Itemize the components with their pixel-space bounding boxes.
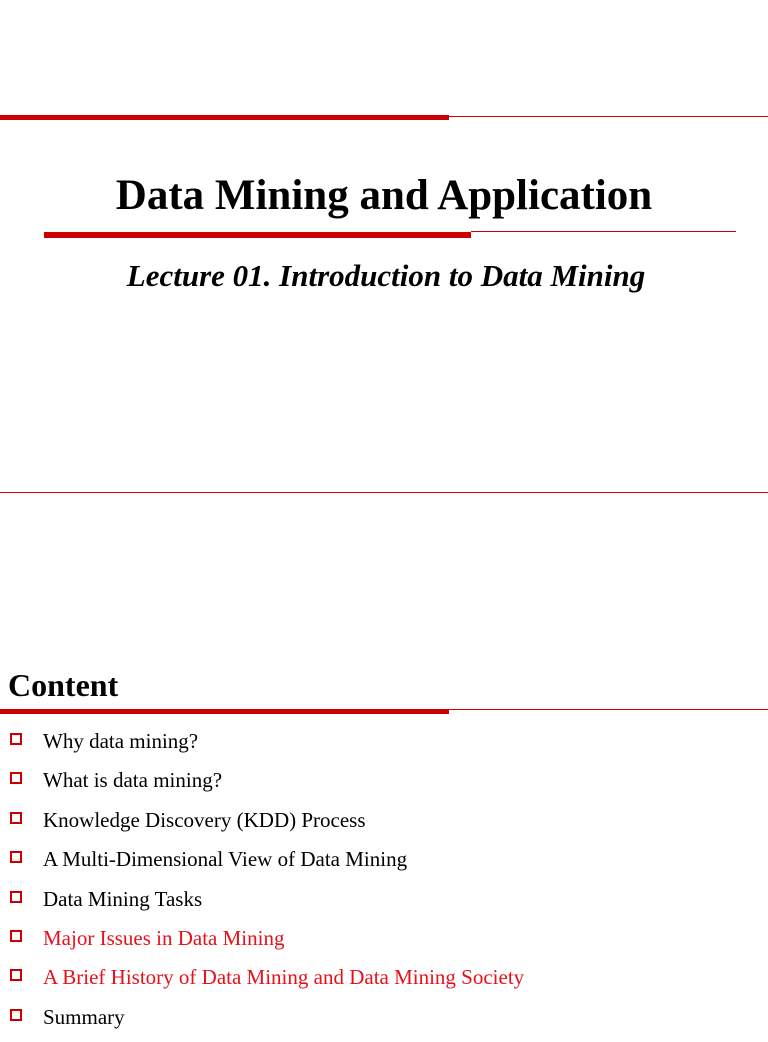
title-underline-thick bbox=[44, 232, 471, 238]
hollow-square-bullet-icon bbox=[10, 812, 22, 824]
list-item-label: Why data mining? bbox=[43, 729, 199, 753]
content-slide bbox=[0, 493, 768, 1029]
top-accent-rule-thick bbox=[0, 115, 449, 120]
list-item-label: A Brief History of Data Mining and Data Mining Society bbox=[43, 965, 525, 990]
title-slide bbox=[0, 0, 768, 493]
list-item-label: Knowledge Discovery (KDD) Process bbox=[43, 807, 366, 832]
heading-rule-thin bbox=[449, 709, 768, 710]
list-item-label: A Multi-Dimensional View of Data Mining bbox=[43, 847, 408, 872]
list-item bbox=[0, 885, 768, 924]
hollow-square-bullet-icon bbox=[10, 891, 22, 903]
hollow-square-bullet-icon bbox=[10, 969, 22, 981]
agenda-list bbox=[0, 727, 768, 1042]
list-item bbox=[0, 845, 768, 884]
content-heading: Content bbox=[8, 667, 119, 703]
list-item bbox=[0, 766, 768, 805]
list-item-label: Major Issues in Data Mining bbox=[43, 925, 285, 950]
hollow-square-bullet-icon bbox=[10, 930, 22, 942]
hollow-square-bullet-icon bbox=[10, 772, 22, 784]
heading-rule-thick bbox=[0, 709, 449, 714]
list-item-label: What is data mining? bbox=[43, 768, 223, 793]
title-underline-thin bbox=[471, 231, 736, 232]
list-item-label: Data Mining Tasks bbox=[43, 886, 203, 911]
hollow-square-bullet-icon bbox=[10, 1009, 22, 1021]
slide-title: Data Mining and Application bbox=[115, 172, 653, 219]
slide-subtitle: Lecture 01. Introduction to Data Mining bbox=[126, 258, 646, 293]
list-item bbox=[0, 924, 768, 963]
list-item bbox=[0, 963, 768, 1002]
list-item bbox=[0, 806, 768, 845]
top-accent-rule-thin bbox=[449, 116, 768, 117]
list-item-label: Summary bbox=[43, 1004, 125, 1029]
hollow-square-bullet-icon bbox=[10, 851, 22, 863]
hollow-square-bullet-icon bbox=[10, 733, 22, 745]
list-item bbox=[0, 1003, 768, 1042]
list-item bbox=[0, 727, 768, 766]
